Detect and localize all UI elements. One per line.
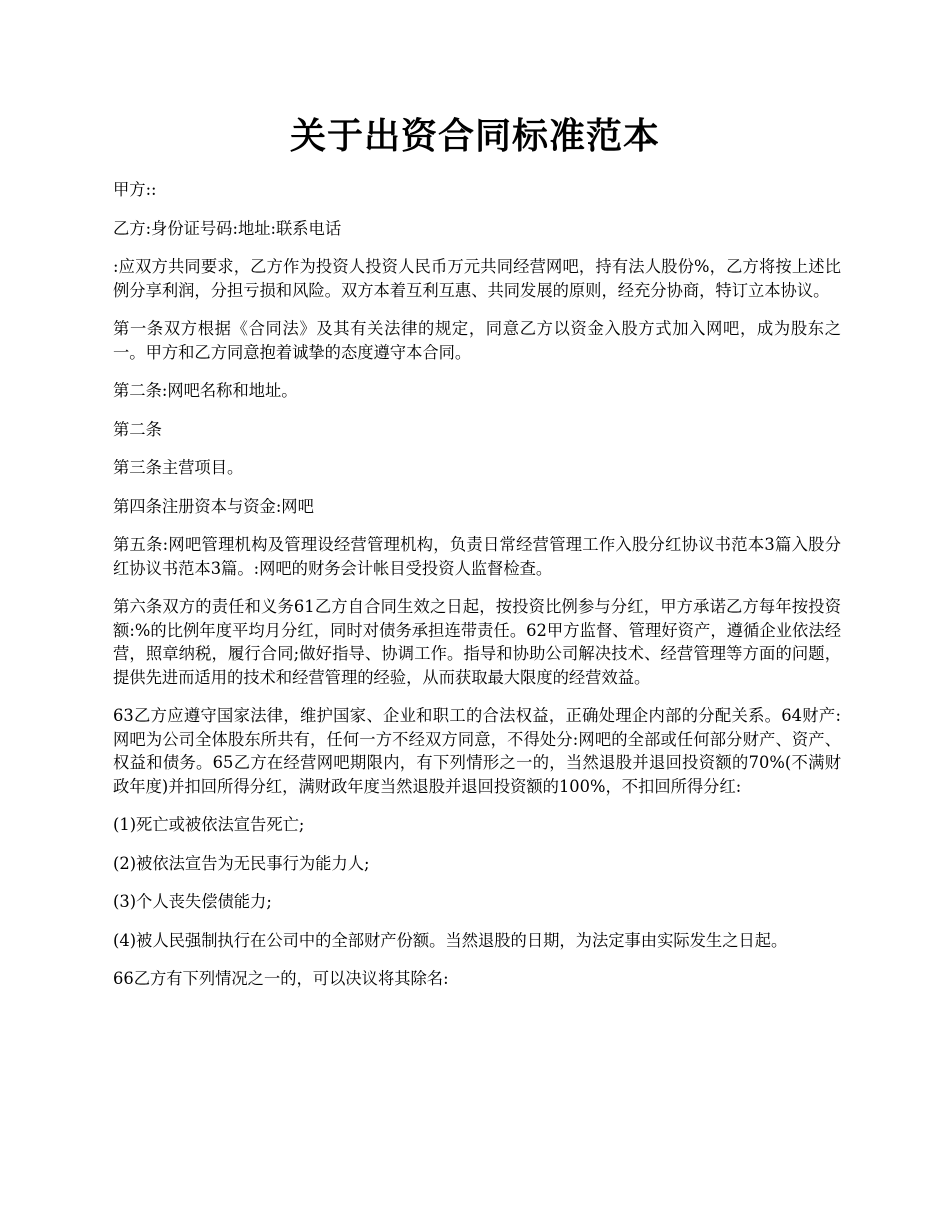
article-2-repeat-paragraph: 第二条	[113, 419, 162, 439]
article-2-paragraph: 第二条:网吧名称和地址。	[113, 381, 298, 400]
clause-63-paragraph: 63乙方应遵守国家法律，维护国家、企业和职工的合法权益，正确处理企内部的分配关系。64财产:网吧为公司全体股东所共有，任何一方不经双方同意，不得处分:网吧的全部或任何部分财产、资产、权益和债务。65乙方在经营网吧期限内，有下列情形之一的，当然退股并退回投资额的70%(不满财政年度)并扣回所得分红，满财政年度当然退股并退回投资额的100%，不扣回所得分红:	[113, 706, 841, 796]
article-4-paragraph: 第四条注册资本与资金:网吧	[113, 496, 314, 516]
list-item-3: (3)个人丧失偿债能力;	[113, 892, 272, 911]
document-body	[113, 178, 841, 1006]
party-b-line: 乙方:身份证号码:地址:联系电话	[113, 218, 342, 238]
list-item-2: (2)被依法宣告为无民事行为能力人;	[113, 853, 370, 873]
party-a-line: 甲方::	[113, 180, 157, 199]
article-6-paragraph: 第六条双方的责任和义务61乙方自合同生效之日起，按投资比例参与分红，甲方承诺乙方每年按投资额:%的比例年度平均月分红，同时对债务承担连带责任。62甲方监督、管理好资产，遵循企业依法经营，照章纳税，履行合同;做好指导、协调工作。指导和协助公司解决技术、经营管理等方面的问题，提供先进而适用的技术和经营管理的经验，从而获取最大限度的经营效益。	[113, 597, 841, 687]
article-3-paragraph: 第三条主营项目。	[113, 458, 244, 477]
list-item-4: (4)被人民强制执行在公司中的全部财产份额。当然退股的日期，为法定事由实际发生之日起。	[113, 930, 788, 950]
article-5-paragraph: 第五条:网吧管理机构及管理设经营管理机构，负责日常经营管理工作入股分红协议书范本3篇入股分红协议书范本3篇。:网吧的财务会计帐目受投资人监督检查。	[113, 535, 841, 578]
list-item-1: (1)死亡或被依法宣告死亡;	[113, 815, 305, 834]
document-title: 关于出资合同标准范本	[289, 115, 660, 157]
article-1-paragraph: 第一条双方根据《合同法》及其有关法律的规定，同意乙方以资金入股方式加入网吧，成为股东之一。甲方和乙方同意抱着诚挚的态度遵守本合同。	[113, 319, 841, 362]
clause-66-paragraph: 66乙方有下列情况之一的，可以决议将其除名:	[113, 969, 449, 988]
preamble-paragraph: :应双方共同要求，乙方作为投资人投资人民币万元共同经营网吧，持有法人股份%，乙方将按上述比例分享利润，分担亏损和风险。双方本着互利互惠、共同发展的原则，经充分协商，特订立本协议。	[113, 257, 841, 300]
